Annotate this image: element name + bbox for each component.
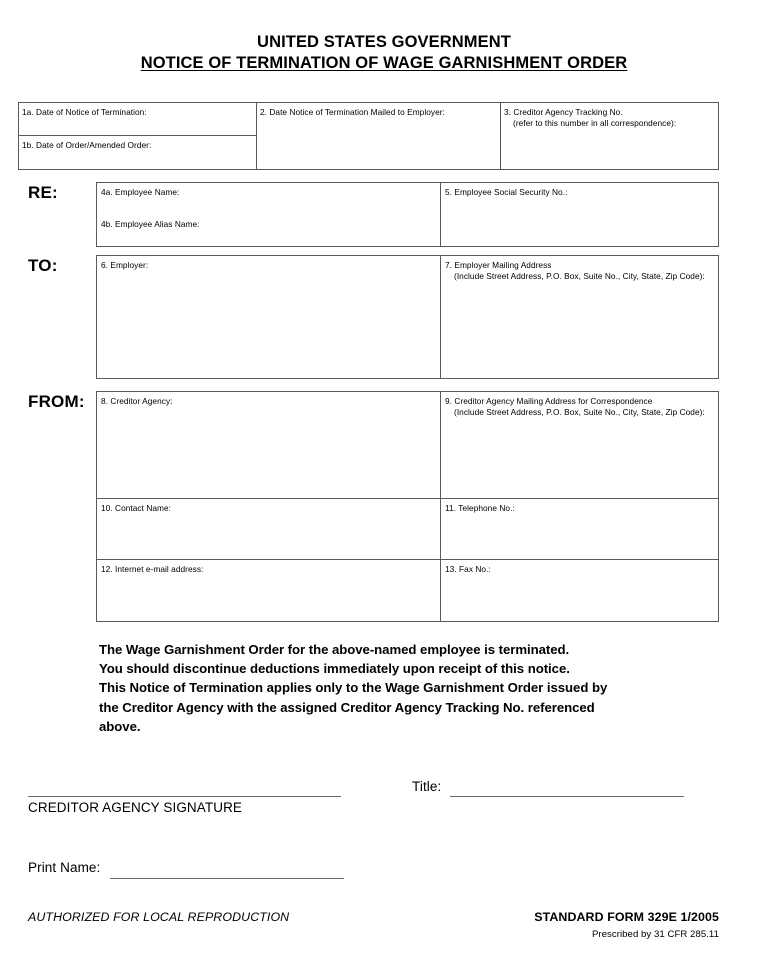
title-line-government: UNITED STATES GOVERNMENT <box>257 33 511 51</box>
section-tag-re: RE: <box>28 183 58 202</box>
field-4a-label: 4a. Employee Name: <box>101 187 180 197</box>
input-field-7[interactable] <box>441 283 718 378</box>
input-field-2[interactable] <box>257 119 499 169</box>
print-name-label: Print Name: <box>28 860 101 875</box>
input-field-5[interactable] <box>441 199 718 246</box>
notice-body-line-1: The Wage Garnishment Order for the above-named employee is terminated. <box>99 642 570 657</box>
from-section-divider-row-12-13 <box>96 559 719 560</box>
input-field-8[interactable] <box>97 408 439 497</box>
field-2-label: 2. Date Notice of Termination Mailed to Employer: <box>260 107 445 117</box>
field-1b-label: 1b. Date of Order/Amended Order: <box>22 140 152 150</box>
field-9-label-line1: 9. Creditor Agency Mailing Address for Correspondence <box>445 396 653 406</box>
field-10-label: 10. Contact Name: <box>101 503 172 513</box>
notice-body-line-2: You should discontinue deductions immediately upon receipt of this notice. <box>99 661 570 677</box>
field-7-label <box>445 260 705 281</box>
section-tag-to: TO: <box>28 256 58 275</box>
input-field-9[interactable] <box>441 419 718 497</box>
notice-body-line-5: above. <box>99 718 141 734</box>
title-line-notice: NOTICE OF TERMINATION OF WAGE GARNISHMENT ORDER <box>140 54 628 72</box>
field-9-label <box>445 396 705 417</box>
input-field-4b[interactable] <box>97 230 439 246</box>
signature-line[interactable] <box>28 796 341 797</box>
title-input-line[interactable] <box>450 796 684 797</box>
field-8-label: 8. Creditor Agency: <box>101 396 173 406</box>
input-field-13[interactable] <box>441 576 718 621</box>
print-name-input-line[interactable] <box>110 878 344 879</box>
input-field-12[interactable] <box>97 576 439 621</box>
field-12-label: 12. Internet e-mail address: <box>101 564 204 574</box>
field-3-label <box>504 107 676 128</box>
field-3-label-line1: 3. Creditor Agency Tracking No. <box>504 107 623 117</box>
from-section-divider-row-10-11 <box>96 498 719 499</box>
field-7-label-line2: (Include Street Address, P.O. Box, Suite No., City, State, Zip Code): <box>454 270 705 281</box>
field-11-label: 11. Telephone No.: <box>445 503 515 513</box>
signature-caption: CREDITOR AGENCY SIGNATURE <box>28 800 243 815</box>
input-field-11[interactable] <box>441 515 718 558</box>
field-6-label: 6. Employer: <box>101 260 149 270</box>
input-field-4a[interactable] <box>97 198 439 218</box>
section-tag-from: FROM: <box>28 392 85 411</box>
field-13-label: 13. Fax No.: <box>445 564 491 574</box>
notice-body-line-3: This Notice of Termination applies only to the Wage Garnishment Order issued by <box>99 680 608 696</box>
input-field-3[interactable] <box>501 129 718 169</box>
top-row-divider-1a-1b <box>18 135 256 136</box>
notice-body-line-4: the Creditor Agency with the assigned Creditor Agency Tracking No. referenced <box>99 699 595 715</box>
input-field-1b[interactable] <box>19 151 255 169</box>
field-1a-label: 1a. Date of Notice of Termination: <box>22 107 147 117</box>
field-3-label-line2: (refer to this number in all correspondence): <box>513 117 677 128</box>
input-field-10[interactable] <box>97 515 439 558</box>
footer-reproduction-notice: AUTHORIZED FOR LOCAL REPRODUCTION <box>28 910 290 924</box>
input-field-1a[interactable] <box>19 118 255 134</box>
field-4b-label: 4b. Employee Alias Name: <box>101 219 200 229</box>
title-label: Title: <box>412 779 442 794</box>
input-field-6[interactable] <box>97 272 439 378</box>
field-9-label-line2: (Include Street Address, P.O. Box, Suite No., City, State, Zip Code): <box>454 406 705 417</box>
field-7-label-line1: 7. Employer Mailing Address <box>445 260 552 270</box>
footer-prescribed-by: Prescribed by 31 CFR 285.11 <box>591 929 719 940</box>
notice-body-paragraph <box>99 640 711 736</box>
document-title <box>0 32 768 74</box>
footer-form-number: STANDARD FORM 329E 1/2005 <box>534 910 719 924</box>
field-5-label: 5. Employee Social Security No.: <box>445 187 568 197</box>
